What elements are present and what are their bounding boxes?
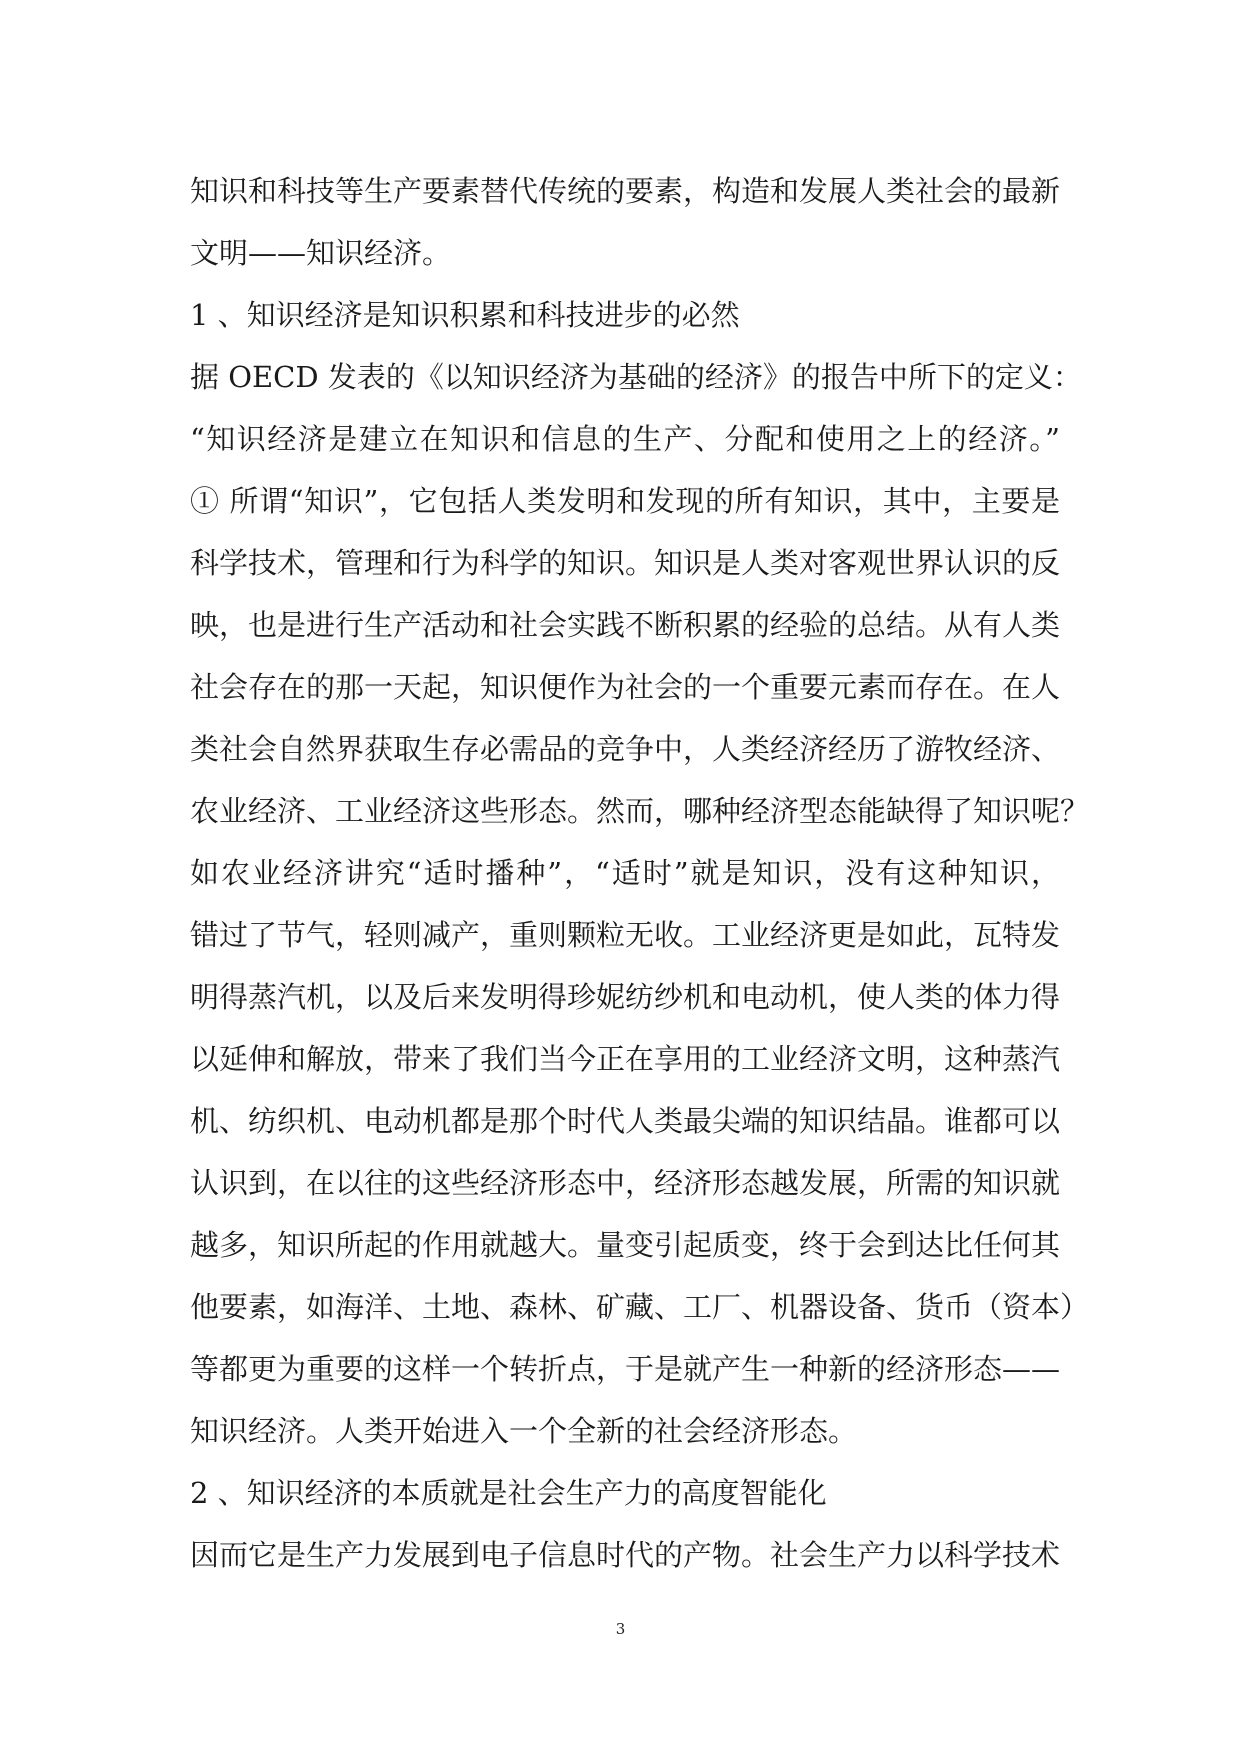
text-line: “知识经济是建立在知识和信息的生产、分配和使用之上的经济。” [190, 422, 1060, 456]
document-body [190, 160, 1090, 1586]
text-line: 明得蒸汽机，以及后来发明得珍妮纺纱机和电动机，使人类的体力得 [190, 980, 1061, 1014]
page-number: 3 [615, 1620, 626, 1638]
text-line: 以延伸和解放，带来了我们当今正在享用的工业经济文明，这种蒸汽 [190, 1042, 1061, 1076]
text-line: 科学技术，管理和行为科学的知识。知识是人类对客观世界认识的反 [190, 546, 1061, 580]
text-line: 越多，知识所起的作用就越大。量变引起质变，终于会到达比任何其 [190, 1228, 1061, 1262]
text-line: ① 所谓“知识”，它包括人类发明和发现的所有知识，其中，主要是 [190, 484, 1060, 518]
section-heading: 2 、知识经济的本质就是社会生产力的高度智能化 [190, 1476, 827, 1510]
text-line: 如农业经济讲究“适时播种”，“适时”就是知识，没有这种知识， [190, 856, 1060, 890]
text-line: 他要素，如海洋、土地、森林、矿藏、工厂、机器设备、货币（资本） [190, 1290, 1090, 1324]
text-line: 等都更为重要的这样一个转折点，于是就产生一种新的经济形态—— [190, 1352, 1061, 1386]
section-heading: 1 、知识经济是知识积累和科技进步的必然 [190, 298, 740, 332]
text-line: 社会存在的那一天起，知识便作为社会的一个重要元素而存在。在人 [190, 670, 1061, 704]
text-line: 知识和科技等生产要素替代传统的要素，构造和发展人类社会的最新 [190, 174, 1061, 208]
text-line: 映，也是进行生产活动和社会实践不断积累的经验的总结。从有人类 [190, 608, 1061, 642]
text-line: 认识到，在以往的这些经济形态中，经济形态越发展，所需的知识就 [190, 1166, 1061, 1200]
text-line: 据 OECD 发表的《以知识经济为基础的经济》的报告中所下的定义： [190, 360, 1082, 394]
text-line: 因而它是生产力发展到电子信息时代的产物。社会生产力以科学技术 [190, 1538, 1061, 1572]
text-line: 机、纺织机、电动机都是那个时代人类最尖端的知识结晶。谁都可以 [190, 1104, 1061, 1138]
text-line: 农业经济、工业经济这些形态。然而，哪种经济型态能缺得了知识呢？ [190, 794, 1090, 828]
text-line: 错过了节气，轻则减产，重则颗粒无收。工业经济更是如此，瓦特发 [190, 918, 1061, 952]
text-line: 文明——知识经济。 [190, 236, 452, 270]
text-line: 知识经济。人类开始进入一个全新的社会经济形态。 [190, 1414, 858, 1448]
text-line: 类社会自然界获取生存必需品的竞争中，人类经济经历了游牧经济、 [190, 732, 1061, 766]
